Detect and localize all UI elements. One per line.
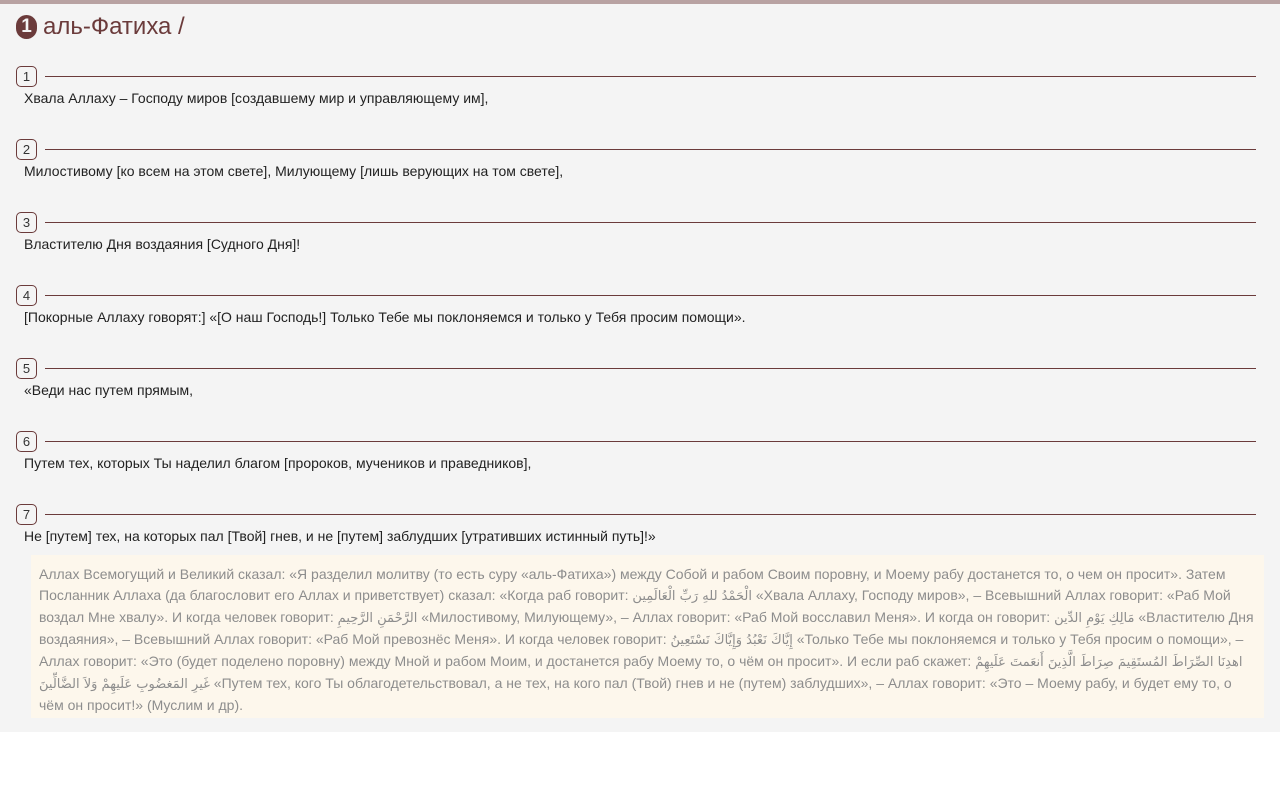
ayah-divider: [45, 222, 1256, 223]
ayah-6: [16, 431, 1256, 472]
ayah-number-badge[interactable]: 6: [16, 431, 37, 452]
ayah-divider: [45, 368, 1256, 369]
surah-number-badge: 1: [16, 15, 37, 39]
arabic-quote: الرَّحْمَنِ الرَّحِيمِ: [337, 611, 418, 626]
surah-title: аль-Фатиха /: [43, 13, 185, 40]
ayah-number-badge[interactable]: 7: [16, 504, 37, 525]
ayah-text: [Покорные Аллаху говорят:] «[О наш Господь!] Только Тебе мы поклоняемся и только у Тебя просим помощи».: [24, 309, 746, 325]
ayah-1: [16, 66, 1256, 107]
ayah-text: Милостивому [ко всем на этом свете], Милующему [лишь верующих на том свете],: [24, 163, 564, 179]
commentary-text: «Хвала Аллаху, Господу миров», – Всевышний Аллах говорит: «Раб Мой воздал Мне хвалу». И когда человек говорит:: [39, 587, 1231, 625]
ayah-number-badge[interactable]: 4: [16, 285, 37, 306]
ayah-4: [16, 285, 1256, 326]
commentary-text: Аллах Всемогущий и Великий сказал: «Я разделил молитву (то есть суру «аль-Фатиха») между Собой и рабом Своим поровну, и Моему рабу достанется то, о чем он просит». Затем Посланник Аллаха (да благословит его Аллах и приветствует) сказал: «Когда раб говорит:: [39, 566, 1226, 603]
ayah-divider: [45, 514, 1256, 515]
ayah-2: [16, 139, 1256, 180]
commentary-text: «Милостивому, Милующему», – Аллах говорит: «Раб Мой восславил Меня». И когда он говорит:: [417, 609, 1055, 625]
arabic-quote: الْحَمْدُ للهِ رَبِّ الْعَالَمِين: [632, 589, 752, 604]
ayah-number-badge[interactable]: 1: [16, 66, 37, 87]
ayah-text: Хвала Аллаху – Господу миров [создавшему мир и управляющему им],: [24, 90, 489, 106]
arabic-quote: مَالِكِ يَوْمِ الدِّين: [1054, 611, 1135, 626]
ayah-5: [16, 358, 1256, 399]
ayah-number-badge[interactable]: 3: [16, 212, 37, 233]
ayah-divider: [45, 149, 1256, 150]
ayah-divider: [45, 441, 1256, 442]
surah-header: [16, 13, 185, 41]
tafsir-commentary: [31, 555, 1264, 718]
ayah-text: «Веди нас путем прямым,: [24, 382, 194, 398]
ayah-number-badge[interactable]: 2: [16, 139, 37, 160]
arabic-quote: إِيَّاكَ نَعْبُدُ وَإِيَّاكَ نَسْتَعِينُ: [670, 633, 793, 648]
ayah-3: [16, 212, 1256, 253]
ayah-divider: [45, 295, 1256, 296]
ayah-divider: [45, 76, 1256, 77]
ayah-number-badge[interactable]: 5: [16, 358, 37, 379]
ayah-7: [16, 504, 1256, 545]
arabic-quote: اهدِنَا الصِّرَاطَ المُستَقِيمَ صِرَاطَ الَّذِينَ أَنعَمتَ عَلَيهِمْ غَيرِ المَغضُوبِ عَلَيهِمْ وَلاَ الضَّالِّينَ: [39, 655, 1243, 692]
ayah-text: Властителю Дня воздаяния [Судного Дня]!: [24, 236, 301, 252]
commentary-text: «Путем тех, кого Ты облагодетельствовал, а не тех, на кого пал (Твой) гнев и не (путем) заблудших», – Аллах говорит: «Это – Моему рабу, и будет ему то, о чём он просит!» (Муслим и др).: [39, 675, 1232, 713]
commentary-text: «Только Тебе мы поклоняемся и только у Тебя просим о помощи», – Аллах говорит: «Это (будет поделено поровну) между Мной и рабом Моим, и достанется рабу Моему то, о чём он просит». И если раб скажет:: [39, 631, 1244, 669]
ayah-text: Путем тех, которых Ты наделил благом [пророков, мучеников и праведников],: [24, 455, 532, 471]
ayah-text: Не [путем] тех, на которых пал [Твой] гнев, и не [путем] заблудших [утративших истинный путь]!»: [24, 528, 656, 544]
commentary-text: «Властителю Дня воздаяния», – Всевышний Аллах говорит: «Раб Мой превознёс Меня». И когда человек говорит:: [39, 609, 1254, 647]
